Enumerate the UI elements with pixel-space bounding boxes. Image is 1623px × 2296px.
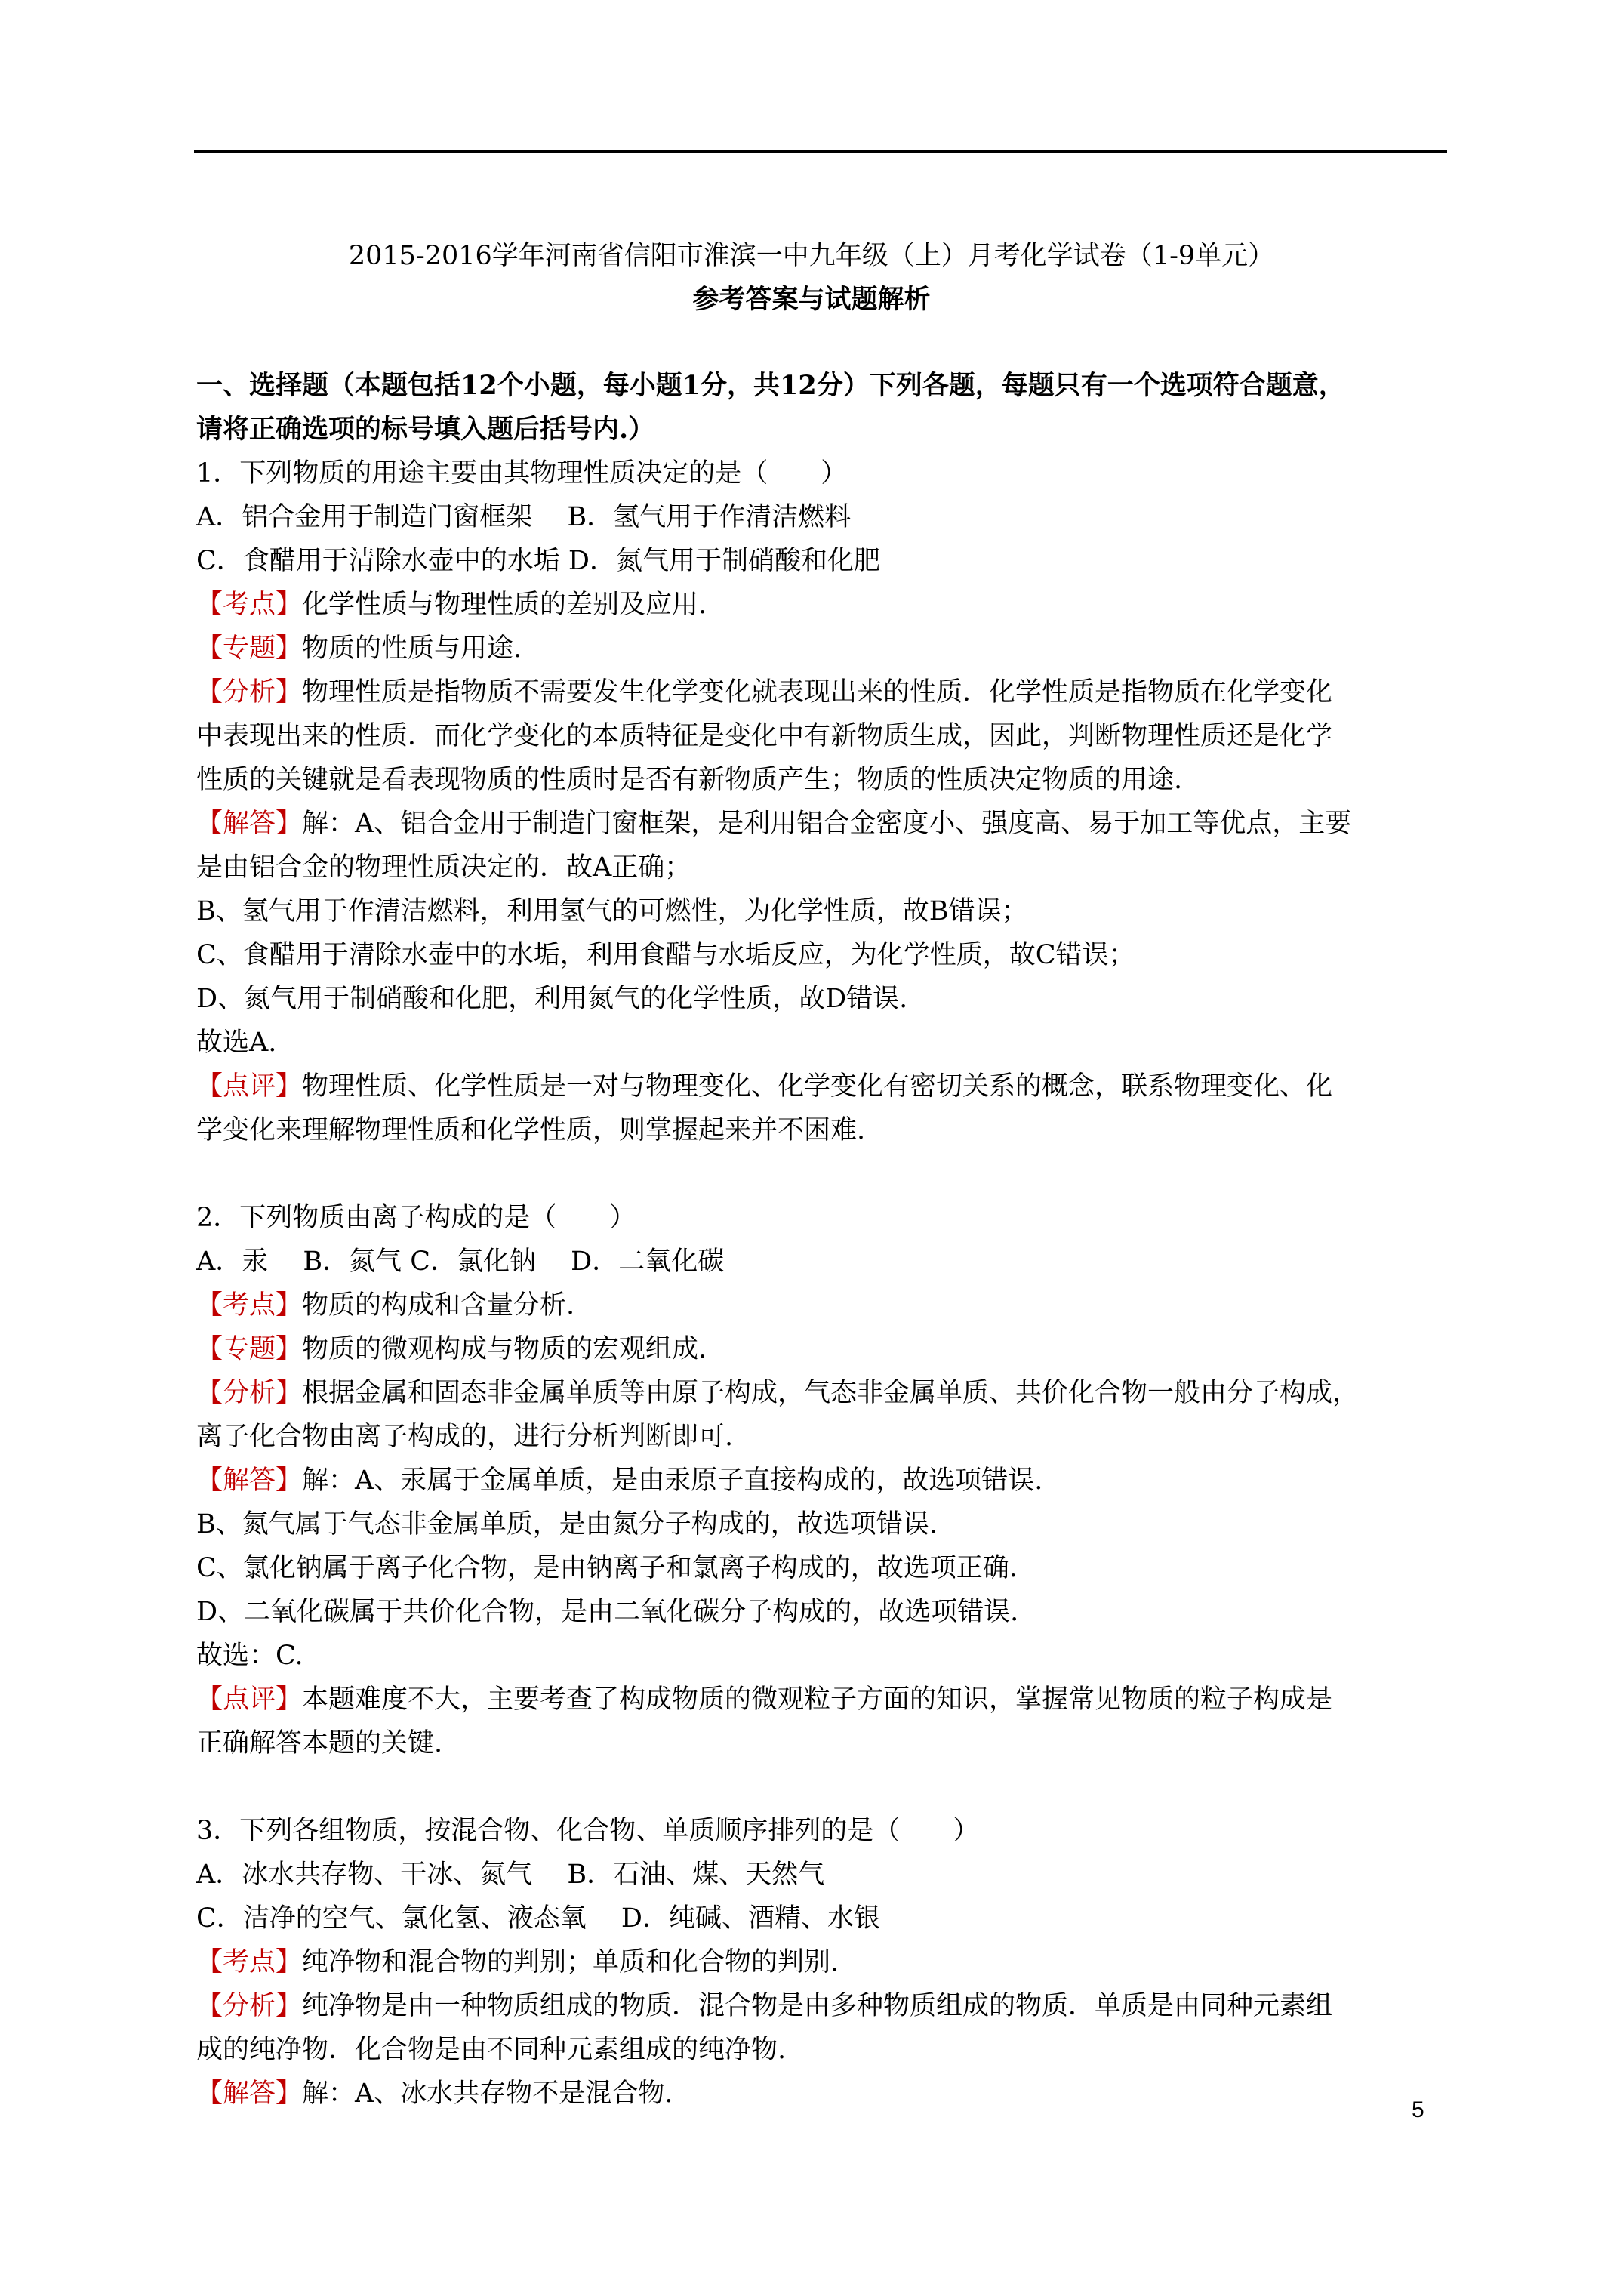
q2-jieda-line: C、氯化钠属于离子化合物，是由钠离子和氯离子构成的，故选项正确. <box>196 1553 1018 1583</box>
q1-answer: 故选A. <box>196 1028 277 1058</box>
page-title: 2015-2016学年河南省信阳市淮滨一中九年级（上）月考化学试卷（1-9单元） <box>348 241 1275 271</box>
q1-options-ab: A．铝合金用于制造门窗框架 B．氢气用于作清洁燃料 <box>196 502 852 532</box>
q2-jieda <box>196 1465 1042 1496</box>
q1-kaodian-text: 化学性质与物理性质的差别及应用. <box>302 590 707 620</box>
q2-stem: 2．下列物质由离子构成的是（ ） <box>196 1203 636 1233</box>
q2-dianping-text: 本题难度不大，主要考查了构成物质的微观粒子方面的知识，掌握常见物质的粒子构成是 <box>302 1684 1333 1715</box>
q3-stem: 3．下列各组物质，按混合物、化合物、单质顺序排列的是（ ） <box>196 1816 980 1846</box>
zhuanti-tag: 【专题】 <box>196 1334 303 1364</box>
dianping-tag: 【点评】 <box>196 1071 303 1102</box>
header-rule <box>194 150 1447 153</box>
q1-dianping-line: 学变化来理解物理性质和化学性质，则掌握起来并不困难. <box>196 1115 866 1145</box>
q1-jieda <box>196 808 1351 840</box>
q1-jieda-line: C、食醋用于清除水壶中的水垢，利用食醋与水垢反应，为化学性质，故C错误； <box>196 940 1135 970</box>
q2-dianping-line: 正确解答本题的关键. <box>196 1728 443 1758</box>
jieda-tag: 【解答】 <box>196 1465 303 1496</box>
q1-options-cd: C．食醋用于清除水壶中的水垢 D．氮气用于制硝酸和化肥 <box>196 546 880 576</box>
q2-fenxi <box>196 1377 1359 1409</box>
q3-kaodian <box>196 1946 839 1978</box>
page-number: 5 <box>1412 2097 1424 2122</box>
q1-zhuanti-text: 物质的性质与用途. <box>302 633 522 664</box>
q3-fenxi-text: 纯净物是由一种物质组成的物质．混合物是由多种物质组成的物质．单质是由同种元素组 <box>302 1991 1333 2021</box>
q1-stem: 1．下列物质的用途主要由其物理性质决定的是（ ） <box>196 458 848 488</box>
kaodian-tag: 【考点】 <box>196 1290 303 1321</box>
q1-fenxi-text: 物理性质是指物质不需要发生化学变化就表现出来的性质．化学性质是指物质在化学变化 <box>302 677 1333 707</box>
q2-zhuanti-text: 物质的微观构成与物质的宏观组成. <box>302 1334 707 1364</box>
q2-kaodian-text: 物质的构成和含量分析. <box>302 1290 575 1321</box>
fenxi-tag: 【分析】 <box>196 1378 303 1408</box>
q1-fenxi <box>196 676 1332 708</box>
fenxi-tag: 【分析】 <box>196 677 303 707</box>
q2-jieda-line: D、二氧化碳属于共价化合物，是由二氧化碳分子构成的，故选项错误. <box>196 1597 1019 1627</box>
q1-zhuanti <box>196 633 522 664</box>
kaodian-tag: 【考点】 <box>196 590 303 620</box>
q2-zhuanti <box>196 1333 707 1365</box>
q1-jieda-line: 是由铝合金的物理性质决定的．故A正确； <box>196 852 691 883</box>
q1-jieda-text: 解：A、铝合金用于制造门窗框架，是利用铝合金密度小、强度高、易于加工等优点，主要 <box>302 809 1352 839</box>
q1-jieda-line: B、氢气用于作清洁燃料，利用氢气的可燃性，为化学性质，故B错误； <box>196 896 1028 926</box>
q3-jieda <box>196 2078 673 2110</box>
section-heading: 一、选择题（本题包括12个小题，每小题1分，共12分）下列各题，每题只有一个选项符合题意， <box>196 370 1345 401</box>
dianping-tag: 【点评】 <box>196 1684 303 1715</box>
q2-jieda-text: 解：A、汞属于金属单质，是由汞原子直接构成的，故选项错误. <box>302 1465 1043 1496</box>
kaodian-tag: 【考点】 <box>196 1947 303 1977</box>
q2-dianping <box>196 1684 1332 1715</box>
q2-options: A．汞 B．氮气 C．氯化钠 D．二氧化碳 <box>196 1247 725 1277</box>
q3-options-ab: A．冰水共存物、干冰、氮气 B．石油、煤、天然气 <box>196 1860 825 1890</box>
q1-dianping-text: 物理性质、化学性质是一对与物理变化、化学变化有密切关系的概念，联系物理变化、化 <box>302 1071 1333 1102</box>
fenxi-tag: 【分析】 <box>196 1991 303 2021</box>
q2-jieda-line: B、氮气属于气态非金属单质，是由氮分子构成的，故选项错误. <box>196 1509 938 1539</box>
q1-dianping <box>196 1071 1332 1102</box>
q3-jieda-text: 解：A、冰水共存物不是混合物. <box>302 2079 673 2109</box>
q1-kaodian <box>196 589 707 621</box>
zhuanti-tag: 【专题】 <box>196 633 303 664</box>
q3-kaodian-text: 纯净物和混合物的判别；单质和化合物的判别. <box>302 1947 839 1977</box>
q1-fenxi-line: 性质的关键就是看表现物质的性质时是否有新物质产生；物质的性质决定物质的用途. <box>196 765 1183 795</box>
q3-fenxi <box>196 1990 1332 2022</box>
q3-options-cd: C．洁净的空气、氯化氢、液态氧 D．纯碱、酒精、水银 <box>196 1903 880 1934</box>
q3-fenxi-line: 成的纯净物．化合物是由不同种元素组成的纯净物. <box>196 2035 787 2065</box>
q2-answer: 故选：C. <box>196 1641 303 1671</box>
q2-kaodian <box>196 1290 574 1321</box>
section-heading-cont: 请将正确选项的标号填入题后括号内.） <box>196 414 655 445</box>
q2-fenxi-text: 根据金属和固态非金属单质等由原子构成，气态非金属单质、共价化合物一般由分子构成， <box>302 1378 1360 1408</box>
jieda-tag: 【解答】 <box>196 809 303 839</box>
q2-fenxi-line: 离子化合物由离子构成的，进行分析判断即可. <box>196 1422 734 1452</box>
q1-fenxi-line: 中表现出来的性质．而化学变化的本质特征是变化中有新物质生成，因此，判断物理性质还是化学 <box>196 721 1333 751</box>
q1-jieda-line: D、氮气用于制硝酸和化肥，利用氮气的化学性质，故D错误. <box>196 984 908 1014</box>
jieda-tag: 【解答】 <box>196 2079 303 2109</box>
page-subtitle: 参考答案与试题解析 <box>692 284 931 315</box>
